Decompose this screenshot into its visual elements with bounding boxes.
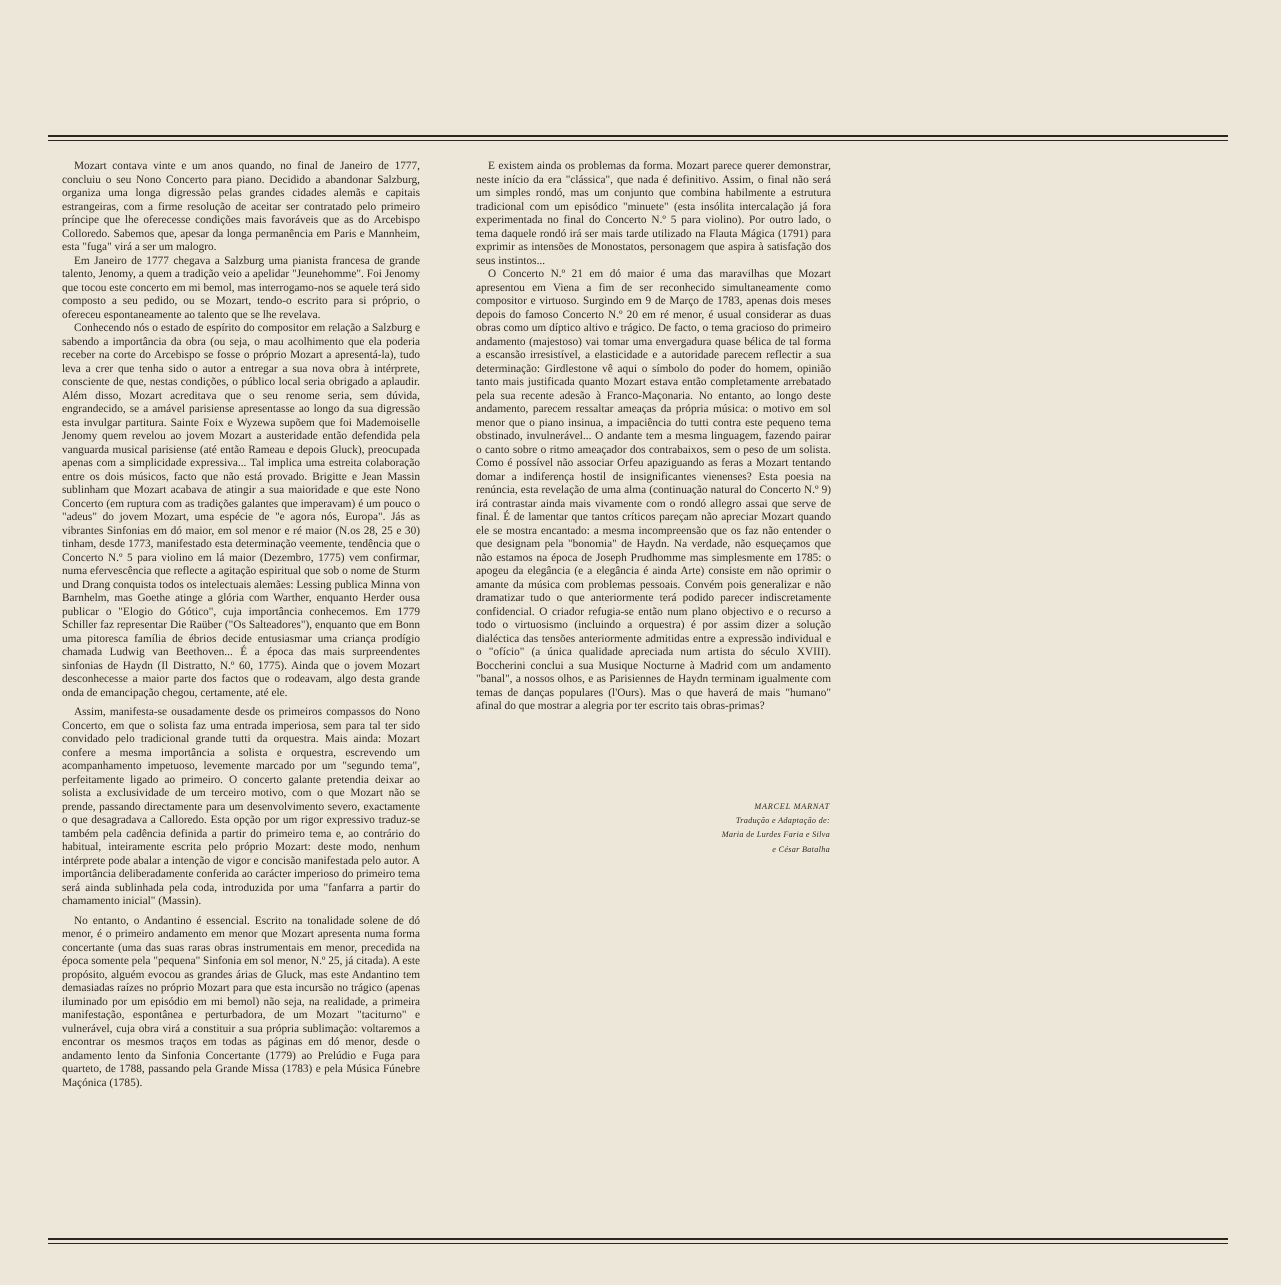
author-name: MARCEL MARNAT — [754, 802, 830, 811]
paragraph: E existem ainda os problemas da forma. Mozart parece querer demonstrar, neste início da era "clássica", que nada é definitivo. Assim, o final não será um simples rondó, mas um conjunto que combina habilmente a estrutura tradicional com um episódico "minuete" (esta insólita intercalação já fora experimentada no final do Concerto N.º 5 para violino). Por outro lado, o tema daquele rondó irá ser mais tarde utilizado na Flauta Mágica (1791) para exprimir as intensões de Monostatos, personagem que aspira à satisfação dos seus instintos... — [476, 160, 831, 267]
paragraph: Em Janeiro de 1777 chegava a Salzburg uma pianista francesa de grande talento, Jenomy, a quem a tradição veio a apelidar "Jeunehomme". Foi Jenomy que tocou este concerto em mi bemol, mas interrogamo-nos se aquele terá sido composto a seu pedido, ou se Mozart, tendo-o escrito para si próprio, o ofereceu espontaneamente ao talento que se lhe revelava. — [62, 254, 420, 321]
paragraph: No entanto, o Andantino é essencial. Escrito na tonalidade solene de dó menor, é o primeiro andamento em menor que Mozart apresenta numa forma concertante (uma das suas raras obras instrumentais em menor, precedida na época somente pela "pequena" Sinfonia em sol menor, N.º 25, já citada). A este propósito, alguém evocou as grandes árias de Gluck, mas este Andantino tem demasiadas raízes no próprio Mozart para que esta incursão no trágico (apenas iluminado por um episódio em mi bemol) não seja, na realidade, a primeira manifestação, espontânea e perturbadora, de um Mozart "taciturno" e vulnerável, cuja obra virá a constituir a sua própria sublimação: voltaremos a encontrar os mesmos traços em todas as páginas em dó menor, desde o andamento lento da Sinfonia Concertante (1779) ao Prelúdio e Fuga para quarteto, de 1788, passando pela Grande Missa (1783) e pela Música Fúnebre Maçónica (1785). — [62, 914, 420, 1089]
paragraph: Assim, manifesta-se ousadamente desde os primeiros compassos do Nono Concerto, em que o solista faz uma entrada imperiosa, sem para tal ter sido convidado pelo tradicional grande tutti da orquestra. Mais ainda: Mozart confere a mesma importância a solista e orquestra, escrevendo um acompanhamento impetuoso, levemente marcado por um "segundo tema", perfeitamente ligado ao primeiro. O concerto galante pretendia deixar ao solista a exclusividade de um terceiro motivo, com o que Mozart não se prende, passando directamente para um desenvolvimento severo, exactamente o que desagradava a Calloredo. Esta opção por um rigor expressivo traduz-se também pela cadência definida a partir do primeiro tema e, ao contrário do habitual, inteiramente escrita pelo próprio Mozart: deste modo, nenhum intérprete pode abalar a intenção de vigor e concisão manifestada pelo autor. A importância deliberadamente conferida ao carácter imperioso do primeiro tema será ainda sublinhada pela coda, introduzida por uma "fanfarra a partir do chamamento inicial" (Massin). — [62, 706, 420, 907]
right-column — [476, 160, 831, 714]
credit-line: e César Batalha — [772, 844, 830, 854]
paragraph: Conhecendo nós o estado de espírito do compositor em relação a Salzburg e sabendo a importância da obra (ou seja, o mau acolhimento que ela poderia receber na corte do Arcebispo se fosse o próprio Mozart a apresentá-la), tudo leva a crer que tenha sido o autor a entregar a sua nova obra à intérprete, consciente de que, nestas condições, o público local seria obrigado a aplaudir. Além disso, Mozart acreditava que o seu renome seria, sem dúvida, engrandecido, se a amável parisiense apresentasse ao longo da sua digressão esta invulgar partitura. Sainte Foix e Wyzewa supõem que foi Mademoiselle Jenomy quem revelou ao jovem Mozart a austeridade então defendida pela vanguarda musical parisiense (até então Rameau e depois Gluck), preocupada apenas com a simplicidade expressiva... Tal implica uma estreita colaboração entre os dois músicos, facto que não está provado. Brigitte e Jean Massin sublinham que Mozart acabava de atingir a sua maioridade e que este Nono Concerto (em ruptura com as tradições galantes que imperavam) é um pouco o "adeus" do jovem Mozart, uma espécie de "e agora nós, Europa". Jás as vibrantes Sinfonias em dó maior, em sol menor e ré maior (N.os 28, 25 e 30) tinham, desde 1773, manifestado esta determinação veemente, tendência que o Concerto N.º 5 para violino em lá maior (Dezembro, 1775) vem confirmar, numa efervescência que reflecte a agitação espiritual que sob o nome de Sturm und Drang conquista todos os intelectuais alemães: Lessing publica Minna von Barnhelm, mas Goethe atinge a glória com Warther, enquanto Herder ousa publicar o "Elogio do Gótico", cuja importância conhecemos. Em 1779 Schiller faz representar Die Raüber ("Os Salteadores"), enquanto que em Bonn uma pitoresca família de ébrios decide entusiasmar uma criança prodígio chamada Ludwig van Beethoven... É a época das mais surpreendentes sinfonias de Haydn (Il Distratto, N.º 60, 1775). Ainda que o jovem Mozart desconhecesse a maior parte dos factos que o rodeavam, algo desta grande onda de emancipação chegou, certamente, até ele. — [62, 322, 420, 699]
credit-line: Maria de Lurdes Faria e Silva — [721, 830, 830, 840]
bottom-rule — [48, 1238, 1228, 1244]
paragraph: Mozart contava vinte e um anos quando, no final de Janeiro de 1777, concluiu o seu Nono Concerto para piano. Decidido a abandonar Salzburg, organiza uma longa digressão pelas grandes cidades alemãs e capitais estrangeiras, com a firme resolução de aceitar ser contratado pelo primeiro príncipe que lhe oferecesse condições mais favoráveis que as do Arcebispo Colloredo. Sabemos que, apesar da longa permanência em Paris e Mannheim, esta "fuga" virá a ser um malogro. — [62, 160, 420, 253]
credits — [600, 800, 830, 857]
paragraph: O Concerto N.º 21 em dó maior é uma das maravilhas que Mozart apresentou em Viena a fim de ser reconhecido simultaneamente como compositor e virtuoso. Surgindo em 9 de Março de 1783, apenas dois meses depois do famoso Concerto N.º 20 em ré menor, é usual considerar as duas obras como um díptico altivo e trágico. De facto, o tema gracioso do primeiro andamento (majestoso) vai tomar uma envergadura quase bélica de tal forma a escansão irresistível, a elasticidade e a autoridade parecem reflectir a sua determinação: Girdlestone vê aqui o símbolo do poder do homem, opinião tanto mais justificada quanto Mozart estava então completamente arrebatado pela sua recente adesão à Franco-Maçonaria. No entanto, ao longo deste andamento, parecem ressaltar ameaças da própria música: o motivo em sol menor que o piano insinua, a impaciência do tutti contra este pequeno tema obstinado, invulnerável... O andante tem a mesma linguagem, fazendo pairar o canto sobre o ritmo ameaçador dos contrabaixos, sem o peso de um solista. Como é possível não associar Orfeu apaziguando as feras a Mozart tentando domar a indiferença hostil de insignificantes vienenses? Esta poesia na renúncia, esta revelação de uma alma (continuação natural do Concerto N.º 9) irá contrastar ainda mais vivamente com o rondó allegro assai que serve de final. É de lamentar que tantos críticos pareçam não apreciar Mozart quando ele se mostra encantado: a mesma incompreensão que os faz não entender o que designam pela "bonomia" de Haydn. Na verdade, não esqueçamos que não estamos na época de Joseph Prudhomme mas simplesmente em 1785: o apogeu da elegância (e a elegância é ainda Arte) consiste em não oprimir o amante da música com problemas pessoais. Convém pois generalizar e não dramatizar tudo o que anteriormente terá podido parecer indiscretamente confidencial. O criador refugia-se então num plano objectivo e o recurso a todo o virtuosismo (incluindo a orquestra) é por assim dizer a solução dialéctica das tensões anteriormente admitidas entre a expressão individual e o "ofício" (a única qualidade apreciada num artista do século XVIII). Boccherini conclui a sua Musique Nocturne à Madrid com um andamento "banal", a nossos olhos, e as Parisiennes de Haydn terminam igualmente com temas de danças populares (l'Ours). Mas o que haverá de mais "humano" afinal do que mostrar a alegria por ter escrito tais obras-primas? — [476, 268, 831, 712]
credit-line: Tradução e Adaptação de: — [735, 816, 830, 826]
top-rule — [48, 135, 1228, 141]
left-column — [62, 160, 420, 1090]
